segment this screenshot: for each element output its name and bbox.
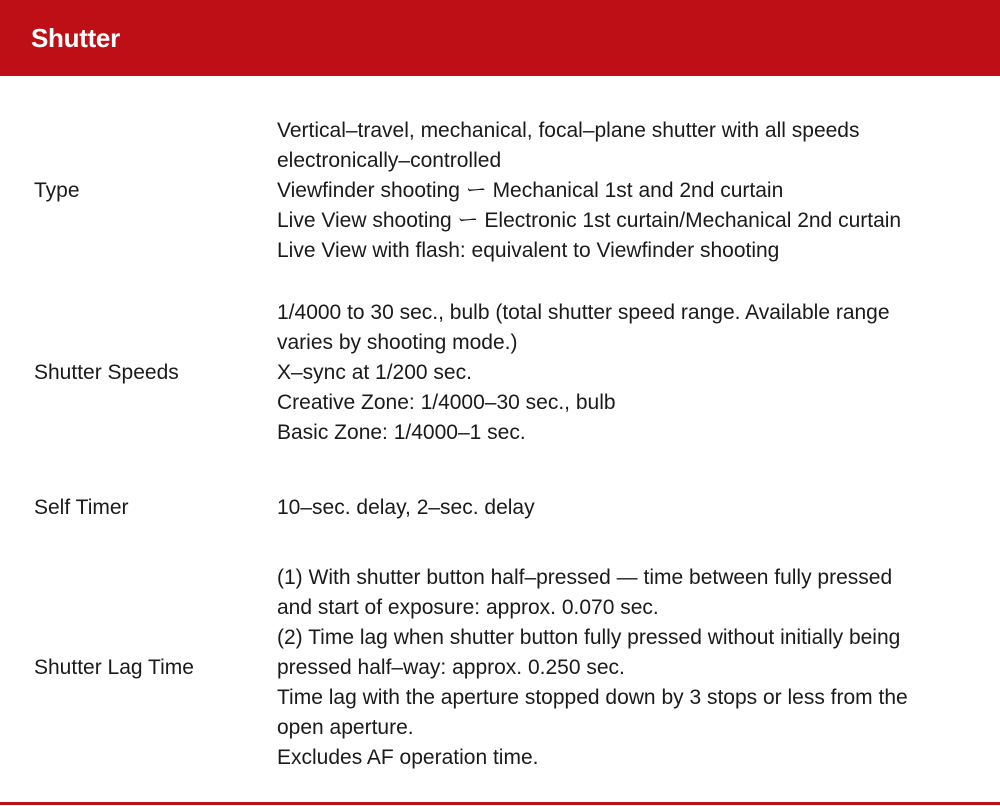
spec-line: Time lag with the aperture stopped down by 3 stops or less from the bbox=[277, 686, 908, 709]
spec-label-type: Type bbox=[34, 179, 80, 202]
spec-line: pressed half–way: approx. 0.250 sec. bbox=[277, 656, 625, 679]
section-header bbox=[0, 0, 1000, 76]
spec-line: Live View with flash: equivalent to Viewfinder shooting bbox=[277, 239, 780, 262]
spec-row-shutter-lag-time bbox=[0, 563, 1000, 773]
spec-value-self-timer bbox=[277, 493, 992, 523]
spec-row-type bbox=[0, 116, 1000, 266]
bottom-divider bbox=[0, 802, 1000, 805]
spec-line: Excludes AF operation time. bbox=[277, 746, 539, 769]
spec-line: open aperture. bbox=[277, 716, 414, 739]
spec-value-shutter-lag-time bbox=[277, 563, 992, 773]
spec-line: (1) With shutter button half–pressed — time between fully pressed bbox=[277, 566, 893, 589]
spec-label-self-timer: Self Timer bbox=[34, 496, 129, 519]
spec-value-shutter-speeds bbox=[277, 298, 992, 448]
spec-label-shutter-lag-time: Shutter Lag Time bbox=[34, 656, 194, 679]
spec-value-type bbox=[277, 116, 992, 266]
spec-line: varies by shooting mode.) bbox=[277, 331, 518, 354]
spec-line: Live View shooting ー Electronic 1st curtain/Mechanical 2nd curtain bbox=[277, 209, 902, 232]
spec-line: 10–sec. delay, 2–sec. delay bbox=[277, 496, 535, 519]
spec-line: X–sync at 1/200 sec. bbox=[277, 361, 472, 384]
spec-line: Viewfinder shooting ー Mechanical 1st and 2nd curtain bbox=[277, 179, 784, 202]
spec-line: Basic Zone: 1/4000–1 sec. bbox=[277, 421, 526, 444]
spec-row-self-timer bbox=[0, 493, 1000, 523]
spec-line: and start of exposure: approx. 0.070 sec. bbox=[277, 596, 659, 619]
spec-line: (2) Time lag when shutter button fully pressed without initially being bbox=[277, 626, 901, 649]
spec-row-shutter-speeds bbox=[0, 298, 1000, 448]
spec-line: Creative Zone: 1/4000–30 sec., bulb bbox=[277, 391, 616, 414]
spec-label-shutter-speeds: Shutter Speeds bbox=[34, 361, 179, 384]
section-title: Shutter bbox=[31, 22, 120, 53]
spec-line: electronically–controlled bbox=[277, 149, 502, 172]
spec-line: 1/4000 to 30 sec., bulb (total shutter speed range. Available range bbox=[277, 301, 890, 324]
spec-line: Vertical–travel, mechanical, focal–plane shutter with all speeds bbox=[277, 119, 860, 142]
